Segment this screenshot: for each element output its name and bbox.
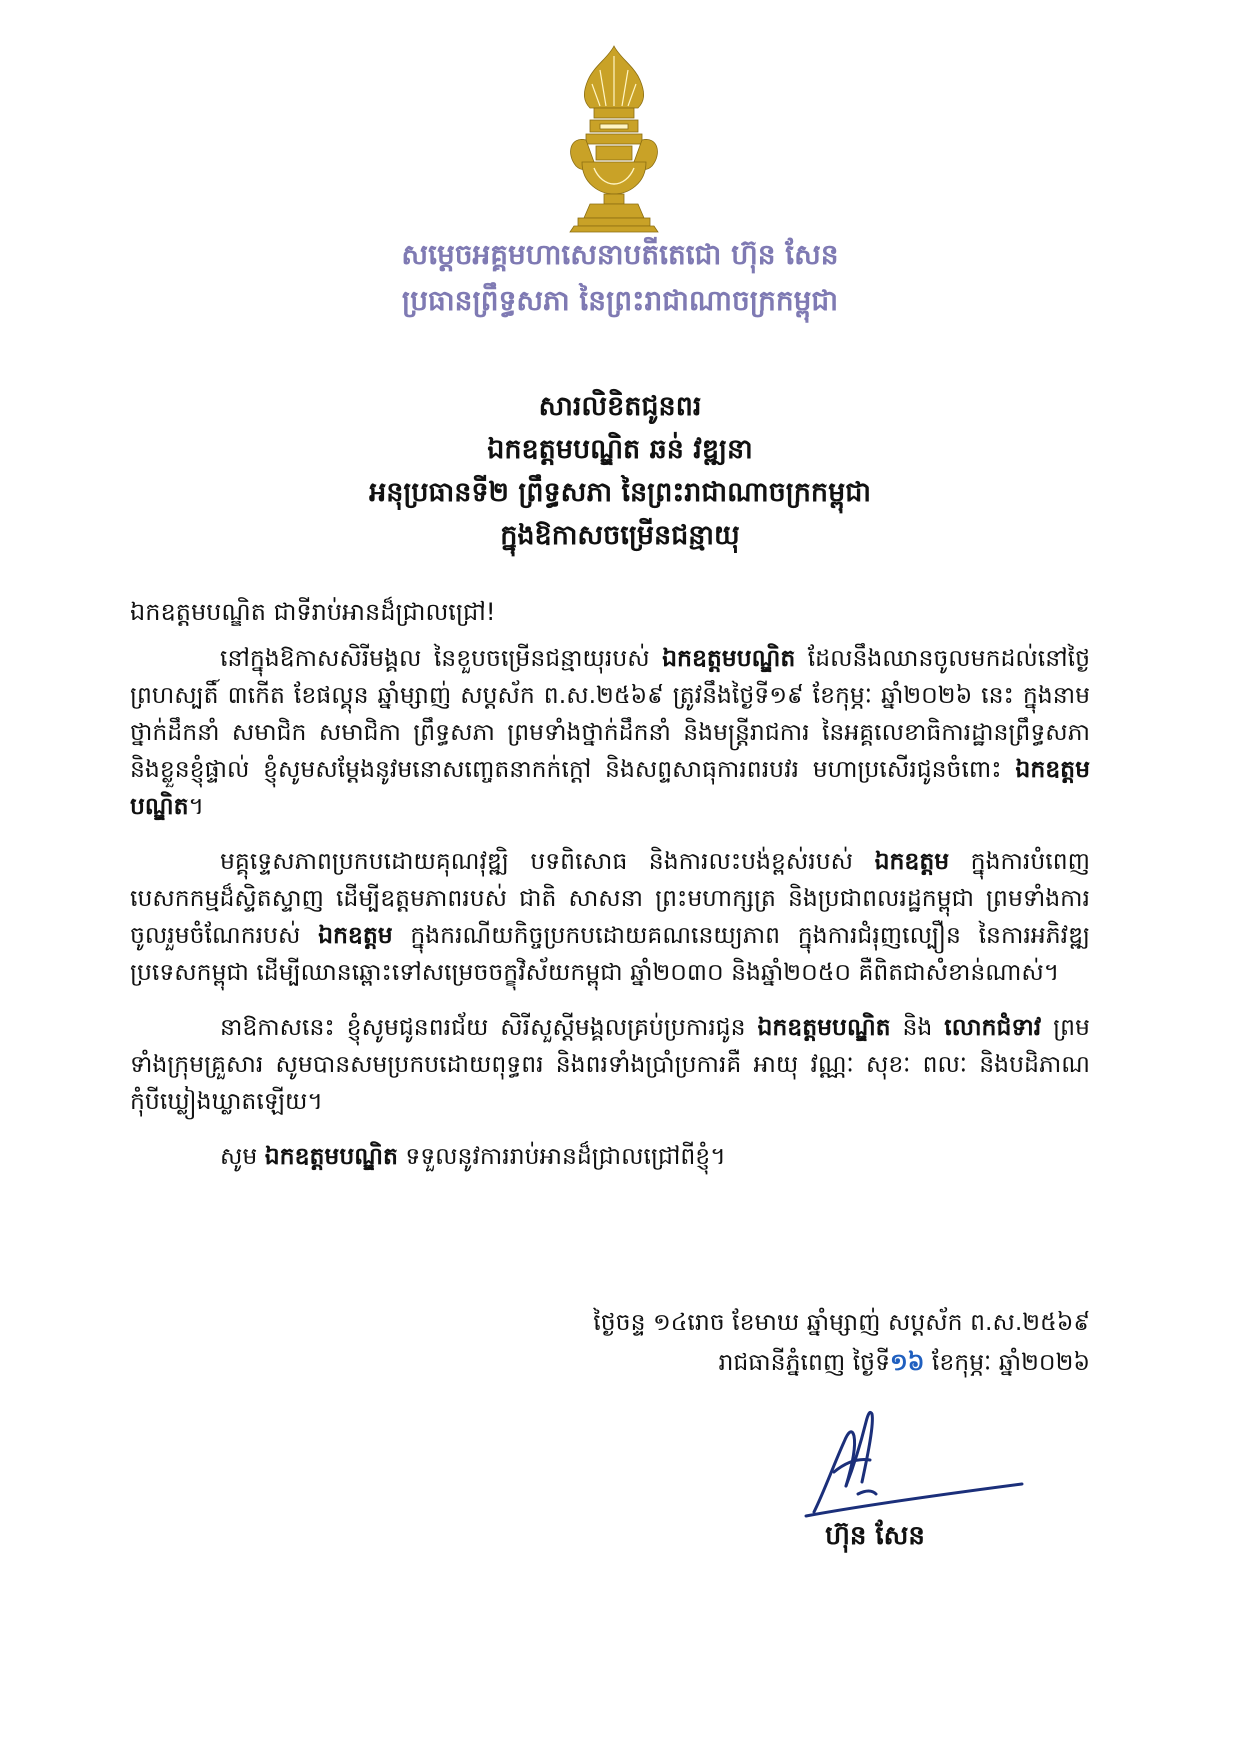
paragraph-1-text-e: ។ (188, 792, 205, 820)
signature-mark (800, 1402, 1025, 1522)
paragraph-3-text-e: ព្រមទាំងក្រុមគ្រួសារ សូមបានសមប្រកបដោយពុទ្ធពរ និងពរទាំងប្រាំប្រការគឺ អាយុ វណ្ណៈ សុខៈ ពលៈ និងបដិភាណ កុំបីឃ្លៀងឃ្លាតឡើយ។ (130, 1013, 1090, 1115)
sender-name: សម្តេចអគ្គមហាសេនាបតីតេជោ ហ៊ុន សែន (401, 238, 839, 271)
paragraph-3 (130, 1009, 1090, 1120)
paragraph-1 (130, 640, 1090, 825)
letter-body (130, 640, 1090, 1175)
paragraph-1-honorific-1: ឯកឧត្តមបណ្ឌិត (662, 644, 796, 672)
paragraph-1-honorific-2: ឯកឧត្តមបណ្ឌិត (130, 755, 1090, 820)
title-line-4: ក្នុងឱកាសចម្រើនជន្មាយុ (500, 520, 740, 551)
paragraph-2-honorific-2: ឯកឧត្តម (318, 921, 393, 949)
paragraph-1-text-a: នៅក្នុងឱកាសសិរីមង្គល នៃខួបចម្រើនជន្មាយុរបស់ (220, 644, 663, 672)
closing-honorific: ឯកឧត្តមបណ្ឌិត (264, 1142, 398, 1170)
solar-date (593, 1342, 1090, 1382)
paragraph-3-text-c: និង (890, 1013, 945, 1041)
paragraph-3-honorific-2: លោកជំទាវ (944, 1013, 1042, 1041)
letterhead (0, 232, 1240, 324)
paragraph-2-text-e: ក្នុងករណីយកិច្ចប្រកបដោយគណនេយ្យភាព ក្នុងការជំរុញល្បឿន នៃការអភិវឌ្ឍប្រទេសកម្ពុជា ដើម្បីឈានឆ្ពោះទៅសម្រេចចក្ខុវិស័យកម្ពុជា ឆ្នាំ២០៣០ និងឆ្នាំ២០៥០ គឺពិតជាសំខាន់ណាស់។ (130, 921, 1090, 986)
title-line-3: អនុប្រធានទី២ ព្រឹទ្ធសភា នៃព្រះរាជាណាចក្រកម្ពុជា (369, 477, 871, 508)
date-block (593, 1302, 1090, 1382)
royal-emblem-icon (560, 44, 668, 234)
solar-date-prefix: រាជធានីភ្នំពេញ ថ្ងៃទី (718, 1348, 891, 1376)
sender-title: ប្រធានព្រឹទ្ធសភា នៃព្រះរាជាណាចក្រកម្ពុជា (401, 284, 839, 317)
closing-text-c: ទទួលនូវការរាប់អានដ៏ជ្រាលជ្រៅពីខ្ញុំ។ (397, 1142, 726, 1170)
solar-date-day: ១៦ (890, 1348, 925, 1376)
paragraph-2-text-c: ក្នុងការបំពេញបេសកកម្មដ៏ស្ទិតស្ទាញ ដើម្បីឧត្តមភាពរបស់ ជាតិ សាសនា ព្រះមហាក្សត្រ និងប្រជាពលរដ្ឋកម្ពុជា ព្រមទាំងការចូលរួមចំណែករបស់ (130, 847, 1091, 949)
paragraph-2-text-a: មគ្គុទ្ទេសភាពប្រកបដោយគុណវុឌ្ឍិ បទពិសោធ និងការលះបង់ខ្ពស់របស់ (220, 847, 875, 875)
title-line-2: ឯកឧត្តមបណ្ឌិត ឆន់ វឌ្ឍនា (487, 434, 753, 465)
salutation: ឯកឧត្តមបណ្ឌិត ជាទីរាប់អានដ៏ជ្រាលជ្រៅ! (130, 598, 496, 626)
title-line-1: សារលិខិតជូនពរ (538, 391, 702, 422)
solar-date-suffix: ខែកុម្ភៈ ឆ្នាំ២០២៦ (924, 1348, 1090, 1376)
paragraph-2-honorific-1: ឯកឧត្តម (874, 847, 950, 875)
paragraph-3-text-a: នាឱកាសនេះ ខ្ញុំសូមជូនពរជ័យ សិរីសួស្តីមង្គលគ្រប់ប្រការជូន (220, 1013, 758, 1041)
letter-title (0, 385, 1240, 557)
closing-text-a: សូម (220, 1142, 265, 1170)
paragraph-3-honorific-1: ឯកឧត្តមបណ្ឌិត (757, 1013, 891, 1041)
lunar-date: ថ្ងៃចន្ទ ១៤រោច ខែមាឃ ឆ្នាំម្សាញ់ សប្តស័ក ព.ស.២៥៦៩ (593, 1308, 1090, 1336)
paragraph-1-text-c: ដែលនឹងឈានចូលមកដល់នៅថ្ងៃព្រហស្បតិ៍ ៣កើត ខែផល្គុន ឆ្នាំម្សាញ់ សប្តស័ក ព.ស.២៥៦៩ ត្រូវនឹងថ្ងៃទី១៩ ខែកុម្ភៈ ឆ្នាំ២០២៦ នេះ ក្នុងនាមថ្នាក់ដឹកនាំ សមាជិក សមាជិកា ព្រឹទ្ធសភា ព្រមទាំងថ្នាក់ដឹកនាំ និងមន្ត្រីរាជការ នៃអគ្គលេខាធិការដ្ឋានព្រឹទ្ធសភា និងខ្លួនខ្ញុំផ្ទាល់ ខ្ញុំសូមសម្តែងនូវមនោសញ្ចេតនាកក់ក្តៅ និងសព្ទសាធុការពរបវរ មហាប្រសើរជូនចំពោះ (130, 644, 1090, 783)
signer-name: ហ៊ុន សែន (825, 1521, 925, 1551)
paragraph-2 (130, 843, 1090, 991)
closing-line (130, 1138, 1090, 1175)
